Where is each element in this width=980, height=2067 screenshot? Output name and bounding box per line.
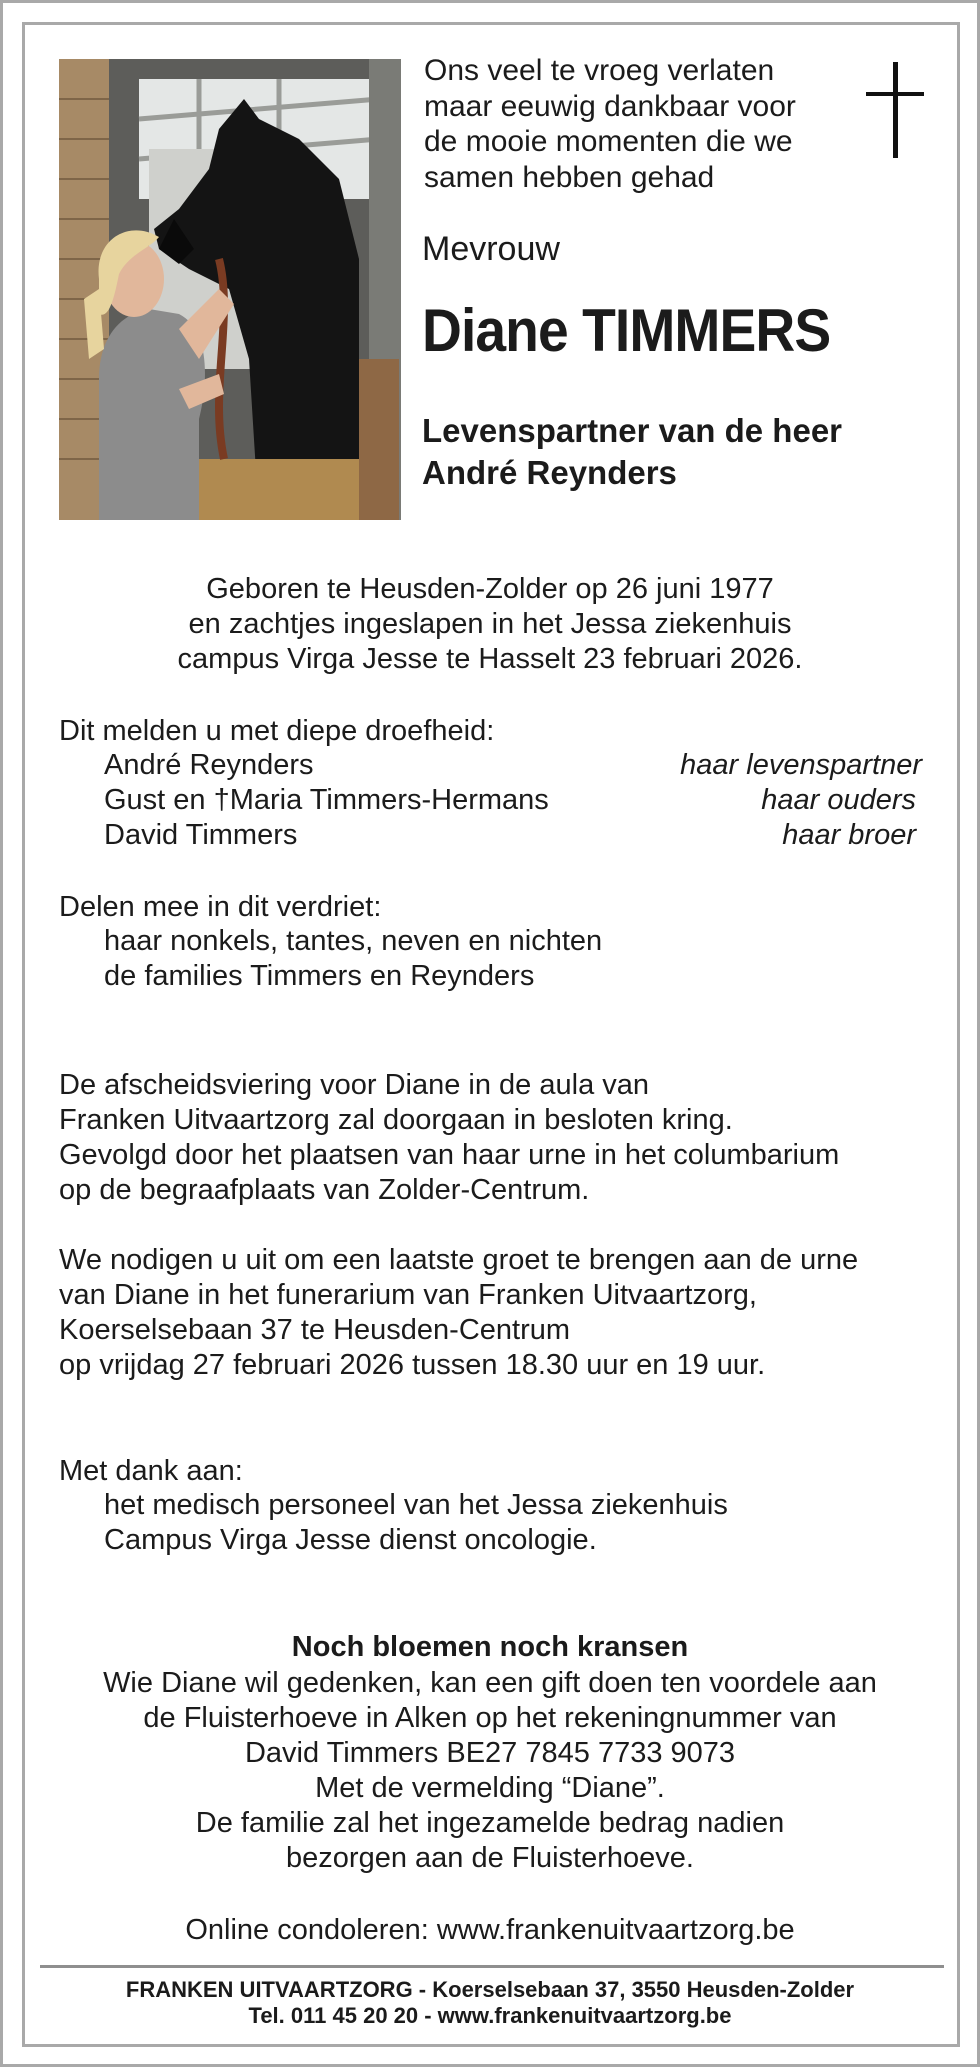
partner-line-2: André Reynders bbox=[422, 454, 677, 491]
flowers-line: David Timmers BE27 7845 7733 9073 bbox=[244, 1737, 736, 1769]
announce-role: haar broer bbox=[782, 819, 916, 851]
thanks-line: het medisch personeel van het Jessa ziekenhuis bbox=[104, 1489, 728, 1521]
flowers-line: Wie Diane wil gedenken, kan een gift doen ten voordele aan bbox=[103, 1667, 877, 1699]
visit-text bbox=[59, 1243, 858, 1383]
thanks-intro: Met dank aan: bbox=[59, 1455, 243, 1487]
ceremony-line: Gevolgd door het plaatsen van haar urne in het columbarium bbox=[59, 1139, 840, 1171]
footer bbox=[0, 1977, 980, 2029]
visit-line: van Diane in het funerarium van Franken Uitvaartzorg, bbox=[59, 1279, 757, 1311]
quote-line: maar eeuwig dankbaar voor bbox=[424, 89, 796, 123]
quote-line: Ons veel te vroeg verlaten bbox=[424, 54, 775, 87]
flowers-line: de Fluisterhoeve in Alken op het rekeningnummer van bbox=[143, 1702, 837, 1734]
ceremony-line: Franken Uitvaartzorg zal doorgaan in besloten kring. bbox=[59, 1104, 733, 1136]
announce-name: Gust en †Maria Timmers-Hermans bbox=[104, 784, 549, 816]
cross-icon bbox=[866, 62, 924, 158]
deceased-name: Diane TIMMERS bbox=[422, 297, 831, 364]
flowers-text bbox=[0, 1666, 980, 1876]
quote-line: de mooie momenten die we bbox=[424, 125, 793, 158]
share-line: haar nonkels, tantes, neven en nichten bbox=[104, 925, 603, 957]
footer-line: Tel. 011 45 20 20 - www.frankenuitvaartzorg.be bbox=[248, 2003, 732, 2028]
thanks-line: Campus Virga Jesse dienst oncologie. bbox=[104, 1524, 597, 1556]
opening-quote bbox=[424, 53, 796, 195]
visit-line: op vrijdag 27 februari 2026 tussen 18.30 uur en 19 uur. bbox=[59, 1349, 766, 1381]
announce-name: André Reynders bbox=[104, 749, 314, 781]
announce-name: David Timmers bbox=[104, 819, 298, 851]
ceremony-line: op de begraafplaats van Zolder-Centrum. bbox=[59, 1174, 590, 1206]
portrait-photo bbox=[59, 59, 401, 520]
birth-death-info bbox=[0, 572, 980, 677]
announce-role: haar levenspartner bbox=[680, 749, 922, 781]
announce-role: haar ouders bbox=[761, 784, 916, 816]
partner-line bbox=[422, 410, 842, 494]
ceremony-text bbox=[59, 1068, 839, 1208]
flowers-line: De familie zal het ingezamelde bedrag nadien bbox=[195, 1807, 785, 1839]
partner-line-1: Levenspartner van de heer bbox=[422, 412, 843, 449]
salutation: Mevrouw bbox=[422, 230, 560, 268]
flowers-line: bezorgen aan de Fluisterhoeve. bbox=[286, 1842, 694, 1874]
birth-line: en zachtjes ingeslapen in het Jessa ziekenhuis bbox=[188, 608, 792, 640]
share-line: de families Timmers en Reynders bbox=[104, 960, 535, 992]
birth-line: Geboren te Heusden-Zolder op 26 juni 1977 bbox=[206, 573, 774, 605]
ceremony-line: De afscheidsviering voor Diane in de aula van bbox=[59, 1069, 650, 1101]
visit-line: Koerselsebaan 37 te Heusden-Centrum bbox=[59, 1314, 571, 1346]
footer-line: FRANKEN UITVAARTZORG - Koerselsebaan 37, 3550 Heusden-Zolder bbox=[125, 1977, 855, 2002]
announce-intro: Dit melden u met diepe droefheid: bbox=[59, 715, 495, 747]
quote-line: samen hebben gehad bbox=[424, 160, 715, 194]
flowers-line: Met de vermelding “Diane”. bbox=[315, 1772, 665, 1804]
visit-line: We nodigen u uit om een laatste groet te brengen aan de urne bbox=[59, 1244, 859, 1276]
footer-divider bbox=[40, 1965, 944, 1968]
flowers-heading: Noch bloemen noch kransen bbox=[291, 1631, 689, 1663]
birth-line: campus Virga Jesse te Hasselt 23 februari 2026. bbox=[177, 643, 803, 675]
online-condolence-link[interactable]: Online condoleren: www.frankenuitvaartzorg.be bbox=[185, 1914, 795, 1946]
share-intro: Delen mee in dit verdriet: bbox=[59, 891, 382, 923]
